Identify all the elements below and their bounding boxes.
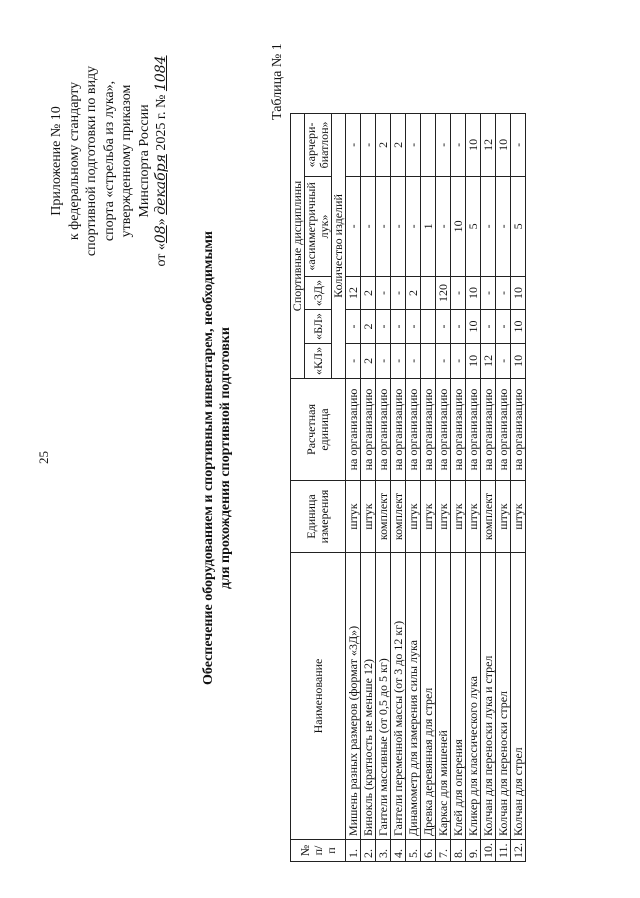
equipment-table — [290, 113, 526, 862]
cell-unit: комплект — [481, 481, 496, 553]
cell-kl: - — [436, 343, 451, 378]
cell-name: Колчан для переноски лука и стрел — [481, 553, 496, 840]
cell-calc: на организацию — [466, 379, 481, 481]
cell-kl: 12 — [481, 343, 496, 378]
header-asym: «асимметричный лук» — [305, 176, 332, 276]
cell-bl: 10 — [511, 310, 526, 344]
cell-asym: - — [346, 176, 361, 276]
order-day: 08 — [153, 225, 169, 244]
order-date-line — [153, 16, 171, 306]
cell-asym: - — [391, 176, 406, 276]
header-quantity: Количество изделий — [332, 113, 346, 378]
cell-unit: штук — [511, 481, 526, 553]
cell-calc: на организацию — [346, 379, 361, 481]
table-body — [346, 113, 526, 861]
cell-bl — [421, 310, 436, 344]
appendix-line: к федеральному стандарту — [66, 81, 82, 241]
cell-bia: - — [361, 113, 376, 176]
cell-asym: 5 — [511, 176, 526, 276]
cell-asym: - — [481, 176, 496, 276]
cell-bia: 2 — [391, 113, 406, 176]
header-num: № п/п — [291, 840, 346, 862]
cell-bia — [421, 113, 436, 176]
cell-kl: - — [376, 343, 391, 378]
cell-name: Гантели переменной массы (от 3 до 12 кг) — [391, 553, 406, 840]
cell-bia: - — [511, 113, 526, 176]
table-row — [466, 113, 481, 861]
cell-num: 10. — [481, 840, 496, 862]
table-row — [376, 113, 391, 861]
cell-calc: на организацию — [451, 379, 466, 481]
cell-unit: штук — [361, 481, 376, 553]
table-row — [496, 113, 511, 861]
table-row — [481, 113, 496, 861]
appendix-line: утвержденному приказом — [119, 84, 134, 238]
cell-num: 11. — [496, 840, 511, 862]
cell-bl: 10 — [466, 310, 481, 344]
cell-calc: на организацию — [361, 379, 376, 481]
cell-bia: 12 — [481, 113, 496, 176]
cell-calc: на организацию — [496, 379, 511, 481]
cell-num: 5. — [406, 840, 421, 862]
cell-bl: - — [436, 310, 451, 344]
title-line: для прохождения спортивной подготовки — [218, 327, 233, 589]
cell-calc: на организацию — [481, 379, 496, 481]
cell-asym: 1 — [421, 176, 436, 276]
cell-bl: - — [391, 310, 406, 344]
cell-kl: - — [346, 343, 361, 378]
cell-bia: 2 — [376, 113, 391, 176]
header-disciplines: Спортивные дисциплины — [291, 113, 305, 378]
appendix-line: спортивной подготовки по виду — [84, 65, 99, 257]
cell-bia: - — [451, 113, 466, 176]
header-unit: Единица измерения — [291, 481, 346, 553]
cell-d3: 120 — [436, 276, 451, 309]
header-biathlon: «арчери-биатлон» — [305, 113, 332, 176]
table-row — [451, 113, 466, 861]
order-month: декабря — [153, 154, 169, 215]
cell-kl: 10 — [466, 343, 481, 378]
table-row — [436, 113, 451, 861]
cell-unit: штук — [436, 481, 451, 553]
cell-d3: 12 — [346, 276, 361, 309]
table-row — [511, 113, 526, 861]
cell-bl: - — [376, 310, 391, 344]
cell-num: 2. — [361, 840, 376, 862]
cell-bia: - — [346, 113, 361, 176]
cell-num: 6. — [421, 840, 436, 862]
cell-d3: - — [376, 276, 391, 309]
cell-bl: - — [481, 310, 496, 344]
cell-name: Каркас для мишеней — [436, 553, 451, 840]
cell-num: 12. — [511, 840, 526, 862]
cell-calc: на организацию — [511, 379, 526, 481]
cell-unit: штук — [406, 481, 421, 553]
cell-kl: 2 — [361, 343, 376, 378]
cell-unit: штук — [346, 481, 361, 553]
document-title — [200, 128, 234, 788]
header-calc-unit: Расчетная единица — [291, 379, 346, 481]
table-row — [421, 113, 436, 861]
cell-name: Древка деревянная для стрел — [421, 553, 436, 840]
page-number: 25 — [36, 451, 51, 464]
cell-bl: 2 — [361, 310, 376, 344]
cell-num: 7. — [436, 840, 451, 862]
cell-d3: 2 — [406, 276, 421, 309]
cell-bia: 10 — [466, 113, 481, 176]
cell-kl: - — [451, 343, 466, 378]
cell-name: Кликер для классического лука — [466, 553, 481, 840]
cell-d3: - — [451, 276, 466, 309]
cell-kl: - — [496, 343, 511, 378]
order-year: 2025 г. № — [154, 94, 169, 151]
appendix-header — [48, 16, 171, 306]
title-line: Обеспечение оборудованием и спортивным инвентарем, необходимыми — [201, 231, 216, 685]
order-date-mid: » — [154, 218, 169, 226]
cell-d3: 2 — [361, 276, 376, 309]
cell-asym: - — [496, 176, 511, 276]
cell-bia: 10 — [496, 113, 511, 176]
cell-num: 4. — [391, 840, 406, 862]
cell-kl — [421, 343, 436, 378]
appendix-line: Приложение № 10 — [49, 106, 64, 216]
cell-kl: - — [391, 343, 406, 378]
cell-num: 1. — [346, 840, 361, 862]
cell-name: Гантели массивные (от 0,5 до 5 кг) — [376, 553, 391, 840]
cell-unit: штук — [451, 481, 466, 553]
cell-name: Колчан для переноски стрел — [496, 553, 511, 840]
cell-name: Мишень разных размеров (формат «3Д») — [346, 553, 361, 840]
cell-num: 8. — [451, 840, 466, 862]
cell-unit: штук — [466, 481, 481, 553]
appendix-line: спорта «стрельба из лука», — [101, 80, 117, 242]
header-bl: «БЛ» — [305, 310, 332, 344]
cell-name: Динамометр для измерения силы лука — [406, 553, 421, 840]
appendix-line: Минспорта России — [136, 104, 152, 218]
cell-d3: - — [391, 276, 406, 309]
cell-asym: - — [361, 176, 376, 276]
table-row — [361, 113, 376, 861]
cell-bl: - — [406, 310, 421, 344]
cell-calc: на организацию — [436, 379, 451, 481]
header-3d: «3Д» — [305, 276, 332, 309]
cell-bl: - — [451, 310, 466, 344]
cell-unit: комплект — [391, 481, 406, 553]
cell-d3: - — [481, 276, 496, 309]
cell-calc: на организацию — [421, 379, 436, 481]
header-kl: «КЛ» — [305, 343, 332, 378]
cell-calc: на организацию — [391, 379, 406, 481]
cell-bl: - — [346, 310, 361, 344]
cell-calc: на организацию — [376, 379, 391, 481]
cell-asym: - — [376, 176, 391, 276]
cell-d3 — [421, 276, 436, 309]
table-row — [346, 113, 361, 861]
cell-name: Бинокль (кратность не меньше 12) — [361, 553, 376, 840]
cell-calc: на организацию — [406, 379, 421, 481]
table-row — [406, 113, 421, 861]
cell-name: Колчан для стрел — [511, 553, 526, 840]
cell-d3: 10 — [511, 276, 526, 309]
cell-bl: - — [496, 310, 511, 344]
cell-d3: 10 — [466, 276, 481, 309]
cell-unit: штук — [496, 481, 511, 553]
cell-kl: - — [406, 343, 421, 378]
table-row — [391, 113, 406, 861]
cell-asym: 5 — [466, 176, 481, 276]
order-date-prefix: от « — [154, 243, 169, 267]
cell-bia: - — [406, 113, 421, 176]
cell-asym: - — [436, 176, 451, 276]
cell-num: 3. — [376, 840, 391, 862]
order-number: 1084 — [153, 55, 169, 92]
table-label: Таблица № 1 — [270, 43, 285, 120]
cell-bia: - — [436, 113, 451, 176]
cell-asym: 10 — [451, 176, 466, 276]
cell-kl: 10 — [511, 343, 526, 378]
cell-unit: комплект — [376, 481, 391, 553]
header-name: Наименование — [291, 553, 346, 840]
cell-num: 9. — [466, 840, 481, 862]
cell-d3: - — [496, 276, 511, 309]
cell-name: Клей для оперения — [451, 553, 466, 840]
cell-asym: - — [406, 176, 421, 276]
cell-unit: штук — [421, 481, 436, 553]
